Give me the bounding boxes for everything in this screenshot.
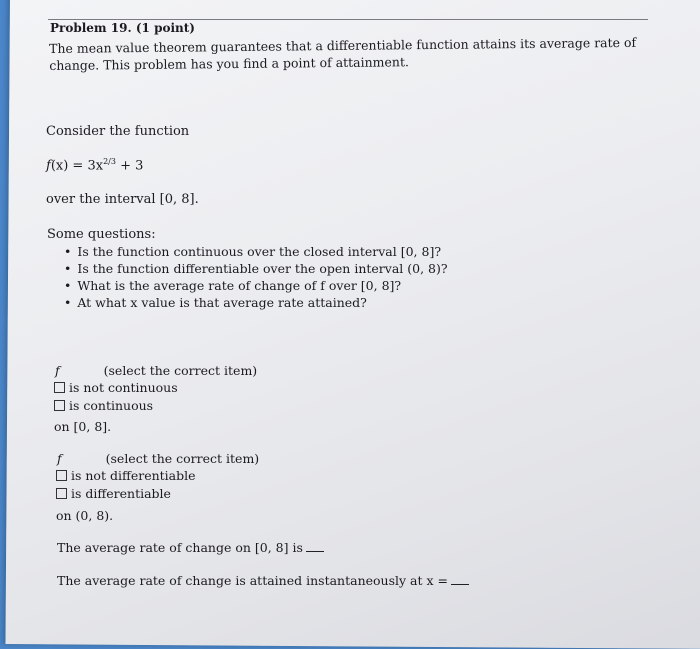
q1-option-not-continuous[interactable] xyxy=(54,380,178,395)
interval-text: over the interval [0, 8]. xyxy=(46,192,199,207)
function-formula xyxy=(46,157,143,173)
q3-text: The average rate of change on [0, 8] is xyxy=(57,540,303,555)
list-item: • Is the function continuous over the closed interval [0, 8]? xyxy=(64,243,448,260)
q2-option-differentiable[interactable] xyxy=(56,486,171,501)
questions-heading: Some questions: xyxy=(47,227,156,242)
checkbox[interactable] xyxy=(54,382,65,393)
q1-prompt: (select the correct item) xyxy=(103,363,258,378)
q4-row xyxy=(57,573,469,588)
list-item: • At what x value is that average rate attained? xyxy=(64,294,448,311)
q1-suffix: on [0, 8]. xyxy=(54,419,112,434)
q1-option-continuous[interactable] xyxy=(54,398,153,413)
q2-prompt: (select the correct item) xyxy=(105,451,260,466)
q2-suffix: on (0, 8). xyxy=(56,508,114,523)
questions-list xyxy=(64,243,448,311)
problem-title: Problem 19. (1 point) xyxy=(50,21,195,35)
q2-option-label: is not differentiable xyxy=(71,468,196,483)
q1-option-label: is not continuous xyxy=(69,380,178,395)
q2-option-label: is differentiable xyxy=(71,486,171,501)
consider-text: Consider the function xyxy=(46,124,190,139)
q2-option-not-differentiable[interactable] xyxy=(56,468,196,483)
checkbox[interactable] xyxy=(54,400,65,411)
formula-f: f xyxy=(46,158,51,174)
list-item: • Is the function differentiable over the open interval (0, 8)? xyxy=(64,260,448,277)
q3-row xyxy=(57,540,324,555)
q1-f-symbol: f xyxy=(55,363,60,378)
checkbox[interactable] xyxy=(56,470,67,481)
formula-exponent: 2/3 xyxy=(103,157,116,166)
q4-text: The average rate of change is attained instantaneously at x = xyxy=(57,573,448,588)
q2-f-symbol: f xyxy=(57,451,62,466)
formula-arg: (x) = 3x xyxy=(50,158,104,174)
formula-rest: + 3 xyxy=(115,158,144,174)
q2-prompt-row xyxy=(57,451,259,466)
x-value-answer-input[interactable] xyxy=(451,584,469,585)
avg-rate-answer-input[interactable] xyxy=(306,551,324,552)
header-rule xyxy=(48,19,648,20)
q1-option-label: is continuous xyxy=(69,398,154,413)
q1-prompt-row xyxy=(55,363,257,378)
checkbox[interactable] xyxy=(56,488,67,499)
problem-intro: The mean value theorem guarantees that a differentiable function attains its average rate of change. This problem has you find a point of attainment. xyxy=(49,34,637,73)
list-item: • What is the average rate of change of f over [0, 8]? xyxy=(64,277,448,294)
